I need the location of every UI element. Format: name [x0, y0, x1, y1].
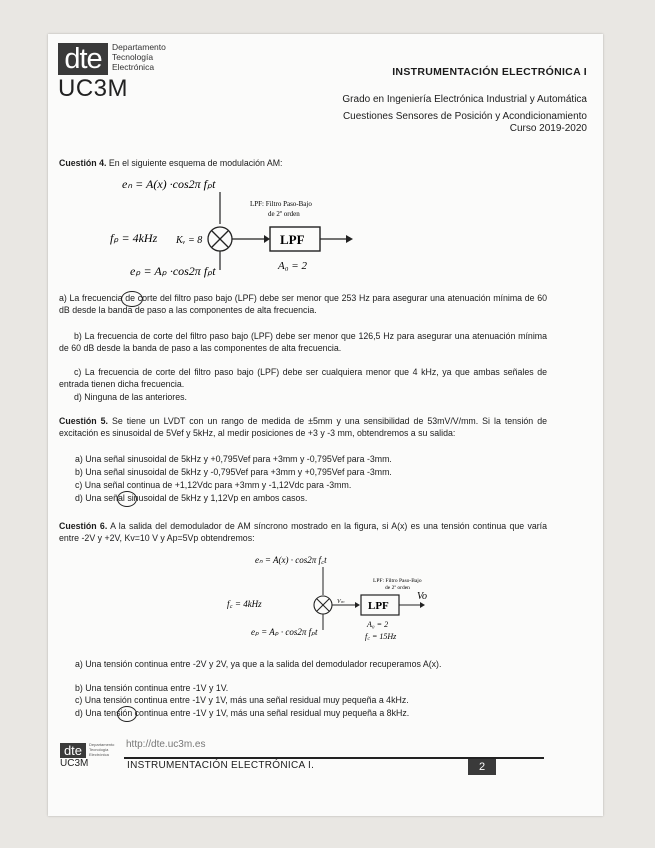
- q5-option-a: a) Una señal sinusoidal de 5kHz y +0,795Vef para +3mm y -0,795Vef para -3mm.: [75, 454, 392, 464]
- lpf-caption-1: LPF: Filtro Paso-Bajo: [373, 578, 422, 584]
- page-number: 2: [468, 759, 496, 775]
- q6-option-d: d) Una tensión continua entre -1V y 1V, más una señal residual muy pequeña a 8kHz.: [75, 708, 410, 718]
- q5-option-d: d) Una señal sinusoidal de 5kHz y 1,12Vp en ambos casos.: [75, 493, 308, 503]
- q6-option-a: a) Una tensión continua entre -2V y 2V, ya que a la salida del demodulador recuperamos A(x).: [75, 659, 442, 669]
- en-formula: eₙ = A(x) ·cos2π fₚt: [122, 177, 216, 191]
- ep-formula: eₚ = Aₚ ·cos2π fₚt: [130, 264, 216, 278]
- fc-out-label: f꜀ = 15Hz: [365, 632, 397, 641]
- footer-university: UC3M: [60, 758, 89, 769]
- q6-option-b: b) Una tensión continua entre -1V y 1V.: [75, 683, 229, 693]
- q4-option-c: c) La frecuencia de corte del filtro paso bajo (LPF) debe ser cualquiera menor que 4 kHz, ya que ambas señales de entrada tienen dicha frecuencia.: [59, 367, 547, 389]
- question-6-statement: Cuestión 6. A la salida del demodulador de AM síncrono mostrado en la figura, si A(x) es una tensión continua que varía entre -2V y +2V, Kv=10 V y Ap=5Vp obtendremos:: [59, 521, 547, 543]
- ao-label: A₀ = 2: [278, 260, 307, 272]
- footer-title: INSTRUMENTACIÓN ELECTRÓNICA I.: [127, 760, 315, 771]
- am-modulation-diagram: [100, 172, 380, 284]
- q4-option-b: b) La frecuencia de corte del filtro paso bajo (LPF) debe ser menor que 126,5 Hz para asegurar una atenuación mínima de 60 dB desde la banda de paso a las componentes de alta frecuencia.: [59, 331, 547, 353]
- q4-option-d: d) Ninguna de las anteriores.: [74, 392, 187, 402]
- lpf-label: LPF: [368, 600, 389, 612]
- q4-option-a: a) La frecuencia de corte del filtro paso bajo (LPF) debe ser menor que 253 Hz para asegurar una atenuación mínima de 60 dB desde la banda de paso a las componentes de alta frecuencia.: [59, 293, 547, 315]
- q6-option-c: c) Una tensión continua entre -1V y 1V, más una señal residual muy pequeña a 4kHz.: [75, 695, 409, 705]
- q5-option-c: c) Una señal continua de +1,12Vdc para +3mm y -1,12Vdc para -3mm.: [75, 480, 352, 490]
- fp-label: fₚ = 4kHz: [110, 231, 158, 245]
- question-5-statement: Cuestión 5. Se tiene un LVDT con un rango de medida de ±5mm y una sensibilidad de 53mV/V/mm. Si la tensión de excitación es sinusoidal de 5Vef y 5kHz, al medir posiciones de +3 y -3 mm, obtendremos a su salida:: [59, 416, 547, 438]
- footer-url[interactable]: http://dte.uc3m.es: [126, 739, 206, 750]
- vm-label: Vₘ: [337, 599, 345, 605]
- course-title: INSTRUMENTACIÓN ELECTRÓNICA I: [392, 66, 587, 78]
- lpf-caption-2: de 2º orden: [268, 210, 300, 218]
- en-formula: eₙ = A(x) · cos2π f꜀t: [255, 555, 327, 565]
- department-name: Departamento Tecnología Electrónica: [112, 42, 166, 72]
- footer-dte-logo: dte: [60, 743, 86, 758]
- am-demodulator-diagram: [225, 553, 445, 649]
- fc-label: f꜀ = 4kHz: [227, 599, 262, 609]
- university-logo: UC3M: [58, 75, 129, 102]
- ao-label: A₀ = 2: [367, 620, 389, 629]
- academic-year: Curso 2019-2020: [509, 123, 587, 134]
- lpf-label: LPF: [280, 232, 305, 247]
- subject-title: Cuestiones Sensores de Posición y Acondicionamiento: [342, 111, 587, 122]
- degree-name: Grado en Ingeniería Electrónica Industrial y Automática: [342, 94, 587, 105]
- dte-logo: dte: [58, 43, 108, 75]
- vo-label: Vo: [417, 591, 427, 602]
- lpf-caption-1: LPF: Filtro Paso-Bajo: [250, 200, 312, 208]
- q5-option-b: b) Una señal sinusoidal de 5kHz y -0,795Vef para +3mm y +0,795Vef para -3mm.: [75, 467, 392, 477]
- lpf-caption-2: de 2º orden: [385, 585, 410, 591]
- footer-department: Departamento Tecnología Electrónica: [89, 742, 115, 757]
- question-4-statement: Cuestión 4. En el siguiente esquema de modulación AM:: [59, 158, 283, 168]
- kv-label: Kᵥ = 8: [176, 235, 203, 246]
- ep-formula: eₚ = Aₚ · cos2π fₚt: [251, 627, 318, 637]
